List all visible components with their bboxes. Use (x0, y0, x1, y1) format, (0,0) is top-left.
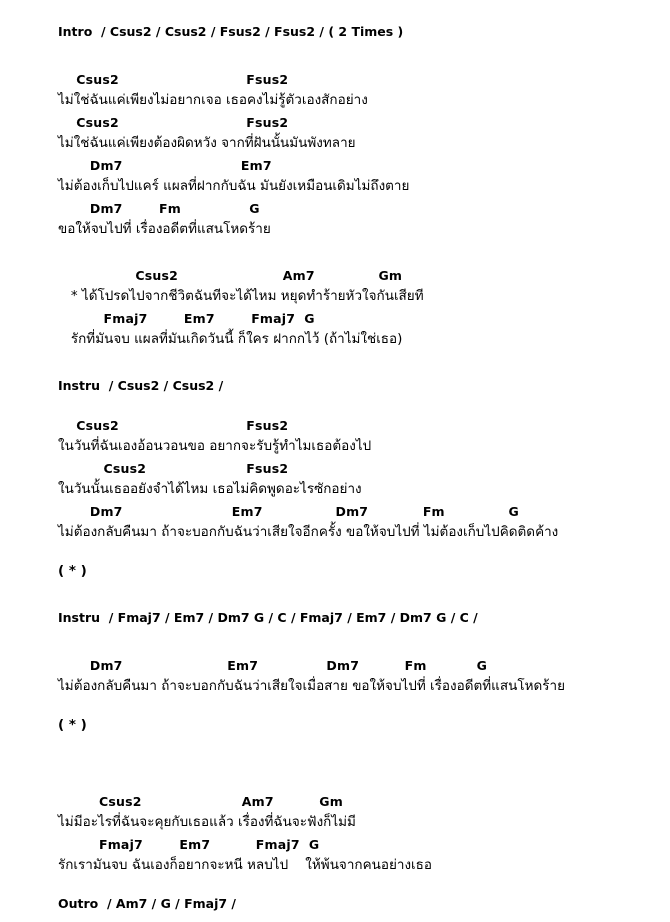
chord-line: Csus2 Fsus2 (58, 418, 289, 433)
section-outro (58, 898, 630, 922)
lyric-line: ไม่ใช่ฉันแค่เพียงไม่อยากเจอ เธอคงไม่รู้ตัวเองสักอย่าง (58, 92, 368, 108)
section-label: Outro (58, 896, 99, 911)
section-label: Instru (58, 378, 101, 393)
repeat-text: ( * ) (58, 717, 87, 733)
spacer (58, 549, 630, 565)
spacer (58, 772, 630, 796)
section-line (58, 612, 630, 636)
verse-3 (58, 660, 630, 703)
spacer (58, 50, 630, 74)
chord-line: Csus2 Fsus2 (58, 461, 289, 476)
spacer (58, 588, 630, 612)
chord-line: Csus2 Fsus2 (58, 72, 289, 87)
lyric-line: รักเรามันจบ ฉันเองก็อยากจะหนี หลบไป ให้พ้นจากคนอย่างเธอ (58, 857, 432, 873)
section-chords: / Am7 / G / Fmaj7 / (106, 896, 236, 911)
spacer (58, 246, 630, 270)
repeat-marker-1 (58, 565, 630, 588)
section-line (58, 26, 630, 50)
section-intro (58, 26, 630, 50)
section-label: Intro (58, 24, 93, 39)
lyric-line: ไม่มีอะไรที่ฉันจะคุยกับเธอแล้ว เรื่องที่ฉันจะฟังก็ไม่มี (58, 814, 356, 830)
section-instru-2 (58, 612, 630, 636)
lyric-line: ไม่ใช่ฉันแค่เพียงต้องผิดหวัง จากที่ฝันนั้นมันพังทลาย (58, 135, 356, 151)
section-label: Instru (58, 610, 101, 625)
repeat-marker-2 (58, 719, 630, 742)
verse-2 (58, 420, 630, 549)
lyric-line: ในวันที่ฉันเองอ้อนวอนขอ อยากจะรับรู้ทำไมเธอต้องไป (58, 438, 372, 454)
repeat-text: ( * ) (58, 563, 87, 579)
chord-line: Dm7 Em7 Dm7 Fm G (58, 658, 488, 673)
chord-line: Csus2 Am7 Gm (58, 794, 343, 809)
chord-line: Dm7 Em7 (58, 158, 272, 173)
lyric-line: ไม่ต้องกลับคืนมา ถ้าจะบอกกับฉันว่าเสียใจเมื่อสาย ขอให้จบไปที่ เรื่องอดีตที่แสนโหดร้าย (58, 678, 565, 694)
chord-line: Dm7 Fm G (58, 201, 260, 216)
spacer (58, 636, 630, 660)
verse-4 (58, 796, 630, 882)
section-chords: / Fmaj7 / Em7 / Dm7 G / C / Fmaj7 / Em7 / Dm7 G / C / (108, 610, 478, 625)
chord-line: Dm7 Em7 Dm7 Fm G (58, 504, 519, 519)
spacer (58, 703, 630, 719)
chord-line: Fmaj7 Em7 Fmaj7 G (58, 311, 315, 326)
chord-line: Fmaj7 Em7 Fmaj7 G (58, 837, 320, 852)
lyric-line: ในวันนั้นเธออยังจำได้ไหม เธอไม่คิดพูดอะไรซักอย่าง (58, 481, 362, 497)
lyric-line: ไม่ต้องเก็บไปแคร์ แผลที่ฝากกับฉัน มันยังเหมือนเดิมไม่ถึงตาย (58, 178, 410, 194)
verse-1 (58, 74, 630, 246)
section-chords: / Csus2 / Csus2 / Fsus2 / Fsus2 / ( 2 Times ) (101, 24, 404, 39)
lyric-line: ไม่ต้องกลับคืนมา ถ้าจะบอกกับฉันว่าเสียใจอีกครั้ง ขอให้จบไปที่ ไม่ต้องเก็บไปคิดติดค้าง (58, 524, 559, 540)
chord-line: Csus2 Fsus2 (58, 115, 289, 130)
lyric-line: ขอให้จบไปที่ เรื่องอดีตที่แสนโหดร้าย (58, 221, 271, 237)
spacer (58, 742, 630, 772)
chorus (58, 270, 630, 356)
section-line (58, 380, 630, 404)
spacer (58, 356, 630, 380)
section-chords: / Csus2 / Csus2 / (108, 378, 224, 393)
chord-line: Csus2 Am7 Gm (58, 268, 403, 283)
lyric-line: * ได้โปรดไปจากชีวิตฉันทีจะได้ไหม หยุดทำร้ายหัวใจกันเสียที (58, 288, 424, 304)
section-instru-1 (58, 380, 630, 404)
section-line (58, 898, 630, 922)
lyric-line: รักที่มันจบ แผลที่มันเกิดวันนี้ ก็ใคร ฝากกไว้ (ถ้าไม่ใช่เธอ) (58, 331, 403, 347)
